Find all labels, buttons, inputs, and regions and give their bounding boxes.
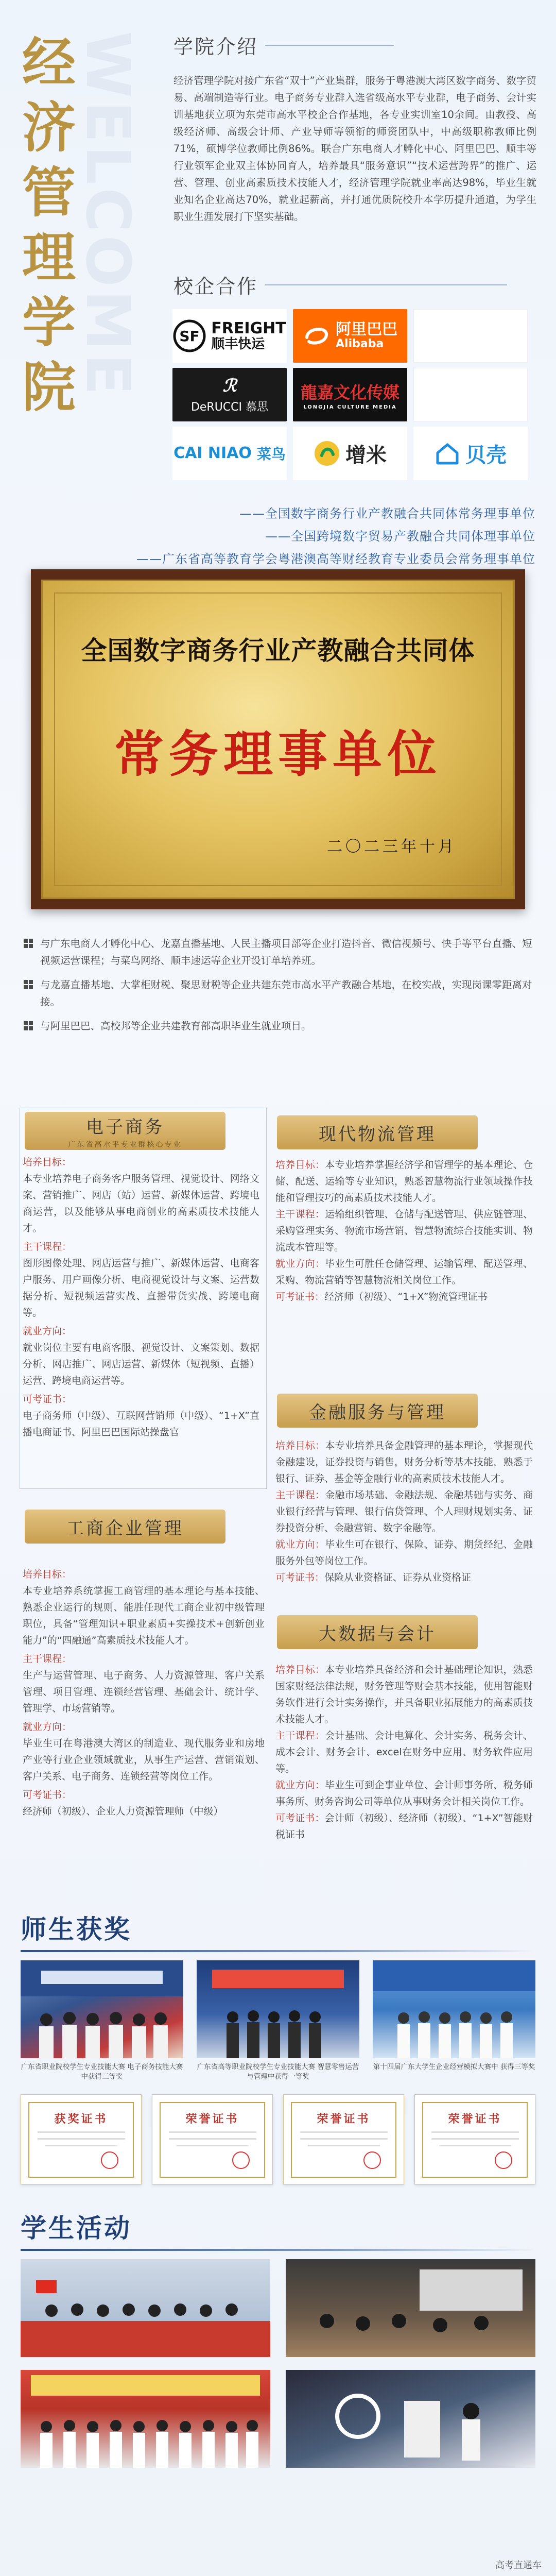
cert-text: 保险从业资格证、证券从业资格证 <box>324 1572 472 1583</box>
cert-title: 荣誉证书 <box>185 2113 239 2126</box>
major-title-bigdata <box>277 1615 478 1649</box>
seal-icon <box>101 2151 118 2169</box>
activity-photo <box>286 2370 535 2468</box>
logo-main: DeRUCCI 慕思 <box>190 400 269 414</box>
slogan-line: ——全国数字商务行业产教融合共同体常务理事单位 <box>239 506 535 521</box>
cert-title: 荣誉证书 <box>317 2113 371 2126</box>
job-text: 毕业生可在银行、保险、证券、期货经纪、金融服务外包等岗位工作。 <box>275 1539 533 1567</box>
logo-derucci <box>172 368 287 421</box>
logo-sf-freight <box>172 309 287 363</box>
bullet-item <box>24 976 538 1010</box>
seal-icon <box>232 2151 250 2169</box>
label-cert: 可考证书： <box>23 1789 72 1801</box>
welcome-watermark: WELCOME <box>73 31 144 398</box>
cert-text: 会计师（初级）、经济师（初级）、“1+X”智能财税证书 <box>275 1812 533 1840</box>
goal-text: 本专业培养具备金融管理的基本理论，掌握现代金融建设，证券投资与销售，财务分析等基本技能，熟悉于银行、证券、基金等金融行业的高素质技术技能人才。 <box>275 1440 533 1484</box>
cooperation-bullets <box>24 935 538 1042</box>
bullet-item <box>24 1018 538 1035</box>
title-char: 学 <box>22 291 76 354</box>
certificate <box>152 2094 273 2184</box>
label-cert: 可考证书： <box>23 1394 72 1405</box>
logo-beike <box>413 427 528 480</box>
label-job: 就业方向： <box>275 1539 325 1550</box>
logo-main: FREIGHT <box>211 319 286 338</box>
label-goal: 培养目标： <box>275 1440 325 1451</box>
logo-cainiao <box>172 427 287 480</box>
activity-photo <box>21 2259 270 2357</box>
course-text: 会计基础、会计电算化、会计实务、税务会计、成本会计、财务会计、excel在财务中应用、财务软件应用等。 <box>275 1730 533 1774</box>
label-cert: 可考证书： <box>275 1291 325 1302</box>
major-title-business <box>25 1510 225 1544</box>
logo-main: 增米 <box>345 443 387 467</box>
section-rule <box>21 1950 535 1952</box>
logo-main: CAI NIAO <box>173 444 252 462</box>
slogan-line: ——全国跨境数字贸易产教融合共同体理事单位 <box>265 529 535 544</box>
logo-sub: Alibaba <box>336 337 384 351</box>
footer-watermark: 高考直通车 <box>495 2560 542 2571</box>
grid-bullet-icon <box>24 980 33 989</box>
title-char: 院 <box>22 355 76 419</box>
major-text-logistics <box>275 1157 533 1305</box>
major-text-ecommerce <box>23 1154 259 1440</box>
label-job: 就业方向： <box>275 1780 325 1791</box>
award-caption: 第十四届广东大学生企业经营模拟大赛中 获得三等奖 <box>373 2063 535 2071</box>
label-job: 就业方向： <box>23 1326 72 1337</box>
partner-logo-grid <box>172 309 528 480</box>
bullet-text: 与广东电商人才孵化中心、龙嘉直播基地、人民主播项目部等企业打造抖音、微信视频号、快手等平台直播、短视频运营课程；与菜鸟网络、顺丰速运等企业开设订单培养班。 <box>40 938 532 967</box>
goal-text: 本专业培养具备经济和会计基础理论知识，熟悉国家财经法律法规，财务管理等财会基本技能，使用智能财务软件进行会计实务操作，并具备职业拓展能力的高素质技术技能人才。 <box>275 1664 533 1725</box>
goal-text: 本专业培养电子商务客户服务管理、视觉设计、网络文案、营销推广、网店（站）运营、新媒体运营、跨境电商运营，以及能够从事电商创业的高素质技术技能人才。 <box>23 1173 259 1234</box>
intro-text: 经济管理学院对接广东省“双十”产业集群，服务于粤港澳大湾区数字商务、数字贸易、高端制造等行业。电子商务专业群入选省级高水平专业群，电子商务、会计实训基地获立项为东莞市高水平校企合作基地，各专业实训室10余间。由教授、高级经济师、高级会计师、产业导师等领衔的师资团队中，中高级职称教师比例71%，硕博学位教师比例86%。联合广东电商人才孵化中心、阿里巴巴、顺丰等行业领军企业双主体协同育人，培养最具“服务意识”“技术运营跨界”的推广、运营、管理、创业高素质技术技能人才，经济管理学院就业率高达98%，毕业生就业知名企业高达70%，就业起薪高，并打通优质院校升本学历提升通道，为学生职业生涯发展打下坚实基础。 <box>173 75 536 223</box>
certificate <box>21 2094 142 2184</box>
intro-heading-row <box>173 31 394 59</box>
title-char: 济 <box>22 96 76 159</box>
job-text: 毕业生可胜任仓储管理、运输管理、配送管理、采购、物流营销等智慧物流相关岗位工作。 <box>275 1258 533 1286</box>
title-char: 理 <box>22 226 76 289</box>
award-stage-photo-icon <box>197 1960 359 2058</box>
award-caption: 广东省职业院校学生专业技能大赛 电子商务技能大赛中获得三等奖 <box>21 2063 183 2081</box>
svg-text:SF: SF <box>179 328 200 345</box>
certificate <box>414 2094 535 2184</box>
goal-text: 本专业培养掌握经济学和管理学的基本理论、仓储、配送、运输等专业知识，熟悉智慧物流行业领域操作技能和管理技巧的高素质技术技能人才。 <box>275 1159 533 1204</box>
major-title: 电子商务 <box>86 1116 164 1138</box>
plaque-board <box>41 580 515 899</box>
logo-blank <box>413 368 528 421</box>
label-goal: 培养目标： <box>275 1159 325 1171</box>
activity-photo <box>286 2259 535 2357</box>
logo-sub: 菜鸟 <box>256 446 286 463</box>
major-title-logistics <box>277 1115 478 1149</box>
heading-rule <box>265 45 394 46</box>
certificate <box>283 2094 404 2184</box>
award-group-photo-icon <box>21 1960 183 2058</box>
activity-classroom-photo-icon <box>286 2259 535 2357</box>
logo-alibaba <box>293 309 407 363</box>
beike-mark-icon <box>435 440 460 466</box>
activities-heading: 学生活动 <box>21 2213 132 2243</box>
label-goal: 培养目标： <box>23 1157 72 1168</box>
awards-heading: 师生获奖 <box>21 1914 132 1944</box>
major-title: 金融服务与管理 <box>309 1402 446 1423</box>
award-photo <box>197 1960 359 2058</box>
job-text: 毕业生可到企事业单位、会计师事务所、税务师事务所、财务咨询公司等单位从事财务会计相关岗位工作。 <box>275 1780 533 1807</box>
activity-livestream-photo-icon <box>286 2370 535 2468</box>
label-job: 就业方向： <box>23 1721 72 1733</box>
course-text: 金融市场基础、金融法规、金融基础与实务、商业银行经营与管理、银行信贷管理、个人理财规划实务、证券投资分析、金融营销、数字金融等。 <box>275 1489 533 1534</box>
title-char: 经 <box>22 31 76 94</box>
major-title: 大数据与会计 <box>319 1623 436 1645</box>
logo-longjia <box>293 368 407 421</box>
plaque-line1: 全国数字商务行业产教融合共同体 <box>81 635 475 666</box>
label-cert: 可考证书： <box>275 1812 325 1824</box>
job-text: 毕业生可在粤港澳大湾区的制造业、现代服务业和房地产业等行业企业领域就业，从事生产运营、营销策划、客户关系、电子商务、连锁经营等岗位工作。 <box>23 1738 265 1782</box>
logo-blank <box>413 309 528 363</box>
logo-main: 贝壳 <box>465 443 507 467</box>
logo-sub: 顺丰快运 <box>211 336 265 352</box>
bullet-text: 与龙嘉直播基地、大掌柜财税、聚思财税等企业共建东莞市高水平产教融合基地，在校实战，实现岗课零距离对接。 <box>40 979 532 1008</box>
cert-text: 电子商务师（中级）、互联网营销师（中级）、“1+X”直播电商证书、阿里巴巴国际站操盘官 <box>23 1410 259 1438</box>
cert-text: 经济师（初级）、企业人力资源管理师（中级） <box>23 1806 223 1817</box>
bullet-item <box>24 935 538 969</box>
activities-section-header <box>21 2208 535 2251</box>
seal-icon <box>495 2151 512 2169</box>
slogan-list <box>72 502 535 570</box>
major-text-business <box>23 1566 265 1820</box>
intro-heading: 学院介绍 <box>173 36 258 58</box>
activity-banner-photo-icon <box>21 2370 270 2468</box>
major-title-ecommerce <box>25 1112 225 1150</box>
alibaba-mark-icon <box>303 322 331 350</box>
activity-group-photo-icon <box>21 2259 270 2357</box>
goal-text: 本专业培养系统掌握工商管理的基本理论与基本技能、熟悉企业运行的规则、能胜任现代工商企业初中级管理职位，具备“管理知识+职业素质+实操技术+创新创业能力”的“四融通”高素质技术技能人才。 <box>23 1585 265 1646</box>
major-title: 现代物流管理 <box>319 1124 436 1145</box>
major-subtitle: 广东省高水平专业群核心专业 <box>68 1140 182 1149</box>
logo-zengmi <box>293 427 407 480</box>
job-text: 就业岗位主要有电商客服、视觉设计、文案策划、数据分析、网店推广、网店运营、新媒体（短视频、直播）运营、跨境电商运营等。 <box>23 1342 259 1386</box>
award-photo <box>21 1960 183 2058</box>
plaque-date: 二〇二三年十月 <box>327 838 457 856</box>
heading-rule <box>265 284 507 285</box>
label-cert: 可考证书： <box>275 1572 325 1583</box>
logo-sub: LONGJIA CULTURE MEDIA <box>303 404 397 410</box>
label-course: 主干课程： <box>275 1489 325 1501</box>
zengmi-mark-icon <box>314 440 340 467</box>
title-char: 管 <box>22 161 76 224</box>
grid-bullet-icon <box>24 939 33 948</box>
grid-bullet-icon <box>24 1021 33 1030</box>
label-goal: 培养目标： <box>275 1664 325 1675</box>
logo-main: 阿里巴巴 <box>336 320 397 339</box>
slogan-line: ——广东省高等教育学会粤港澳高等财经教育专业委员会常务理事单位 <box>136 552 535 566</box>
label-course: 主干课程： <box>275 1209 325 1220</box>
course-text: 生产与运营管理、电子商务、人力资源管理、客户关系管理、项目管理、连锁经营管理、基础会计、统计学、管理学、市场营销等。 <box>23 1670 265 1714</box>
major-title-finance <box>277 1394 478 1428</box>
major-title: 工商企业管理 <box>66 1518 184 1539</box>
award-ceremony-photo-icon <box>373 1960 535 2058</box>
plaque-line2: 常务理事单位 <box>114 725 442 783</box>
cert-title: 荣誉证书 <box>448 2113 502 2126</box>
major-text-bigdata <box>275 1662 533 1843</box>
label-goal: 培养目标： <box>23 1569 72 1580</box>
label-course: 主干课程： <box>23 1241 72 1252</box>
award-caption: 广东省高等职业院校学生专业技能大赛 智慧零售运营与管理中获得一等奖 <box>197 2063 359 2081</box>
label-job: 就业方向： <box>275 1258 325 1269</box>
awards-section-header <box>21 1909 535 1952</box>
cert-text: 经济师（初级）、“1+X”物流管理证书 <box>324 1291 488 1302</box>
cert-title: 获奖证书 <box>54 2113 108 2126</box>
course-text: 运输组织管理、仓储与配送管理、供应链管理、采购管理实务、物流市场营销、智慧物流综合技能实训、物流成本管理等。 <box>275 1209 533 1253</box>
derucci-mark-icon: ℛ <box>222 375 237 396</box>
activity-photo <box>21 2370 270 2468</box>
course-text: 图形图像处理、网店运营与推广、新媒体运营、电商客户服务、用户画像分析、电商视觉设计与文案、运营数据分析、短视频运营实战、直播带货实战、跨境电商等。 <box>23 1258 259 1318</box>
label-course: 主干课程： <box>275 1730 325 1741</box>
section-rule <box>21 2249 535 2251</box>
plaque-photo <box>31 569 525 909</box>
award-photo <box>373 1960 535 2058</box>
bullet-text: 与阿里巴巴、高校邦等企业共建教育部高职毕业生就业项目。 <box>40 1020 311 1032</box>
sf-mark-icon <box>173 319 206 352</box>
partners-heading-row <box>173 270 507 299</box>
partners-heading: 校企合作 <box>173 275 258 298</box>
major-text-finance <box>275 1437 533 1586</box>
logo-main: 龍嘉文化传媒 <box>300 382 399 402</box>
label-course: 主干课程： <box>23 1653 72 1665</box>
seal-icon <box>363 2151 381 2169</box>
